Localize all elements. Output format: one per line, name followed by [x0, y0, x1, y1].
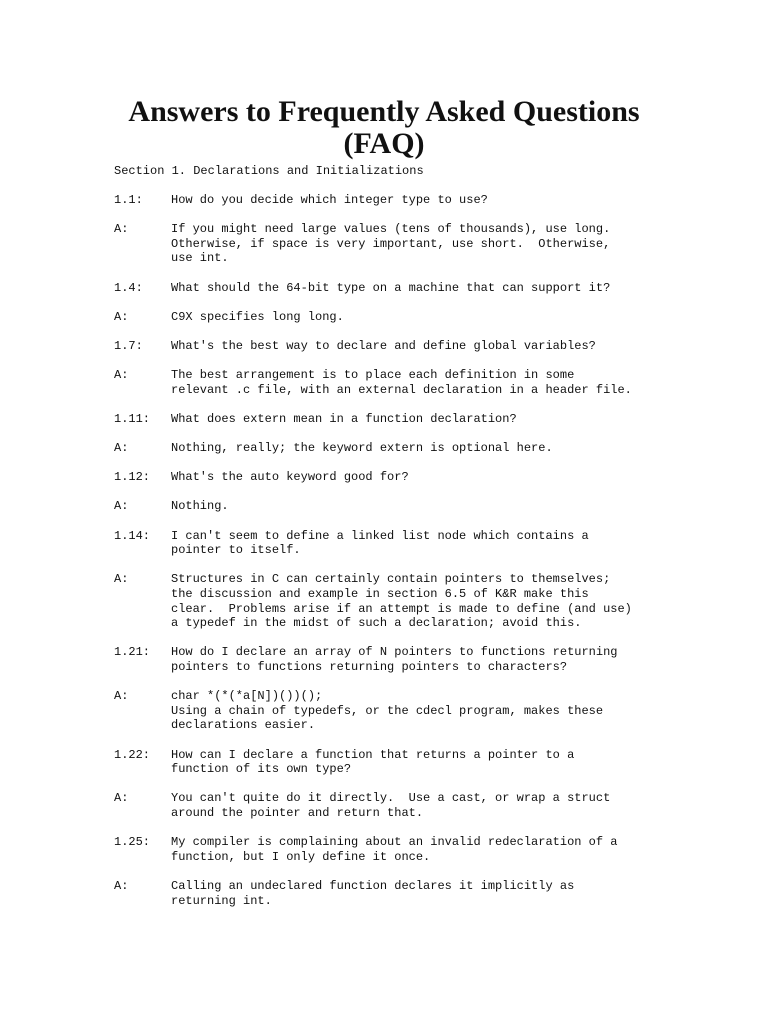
- question-number: 1.11:: [114, 411, 151, 426]
- question-text: What should the 64-bit type on a machine that can support it?: [171, 280, 611, 295]
- answer-label: A:: [114, 222, 129, 237]
- answer-text: Nothing, really; the keyword extern is optional here.: [171, 441, 553, 456]
- faq-question: [114, 645, 674, 674]
- faq-answer: [114, 441, 674, 456]
- question-number: 1.7:: [114, 338, 143, 353]
- question-text: What's the auto keyword good for?: [171, 470, 409, 485]
- question-text: I can't seem to define a linked list node which contains a pointer to itself.: [171, 528, 589, 558]
- question-text: What's the best way to declare and define global variables?: [171, 338, 596, 353]
- answer-label: A:: [114, 572, 129, 587]
- faq-answer: [114, 689, 674, 733]
- title-line-2: (FAQ): [343, 127, 425, 160]
- answer-label: A:: [114, 689, 129, 704]
- answer-text: char *(*(*a[N])())(); Using a chain of typedefs, or the cdecl program, makes these declarations easier.: [171, 689, 604, 733]
- faq-question: [114, 193, 674, 208]
- faq-answer: [114, 572, 674, 630]
- answer-text: Nothing.: [171, 499, 229, 514]
- question-text: How do you decide which integer type to use?: [171, 193, 488, 207]
- question-number: 1.25:: [114, 835, 151, 850]
- question-text: How can I declare a function that returns a pointer to a function of its own type?: [171, 747, 575, 777]
- answer-text: Calling an undeclared function declares it implicitly as returning int.: [171, 878, 575, 908]
- answer-text: Structures in C can certainly contain pointers to themselves; the discussion and example in section 6.5 of K&R make this clear. Problems arise if an attempt is made to define (and use) a typedef in the midst of such a declaration; avoid this.: [171, 572, 632, 631]
- faq-question: [114, 748, 674, 777]
- faq-question: [114, 339, 674, 354]
- question-text: My compiler is complaining about an invalid redeclaration of a function, but I only define it once.: [171, 835, 618, 864]
- answer-label: A:: [114, 309, 129, 324]
- answer-text: The best arrangement is to place each definition in some relevant .c file, with an external declaration in a header file.: [171, 368, 632, 397]
- faq-answer: [114, 499, 674, 514]
- answer-text: You can't quite do it directly. Use a cast, or wrap a struct around the pointer and return that.: [171, 791, 611, 820]
- answer-label: A:: [114, 791, 129, 806]
- question-number: 1.12:: [114, 470, 151, 485]
- question-number: 1.22:: [114, 747, 151, 762]
- faq-answer: [114, 310, 674, 325]
- answer-text: If you might need large values (tens of thousands), use long. Otherwise, if space is very important, use short. Otherwise, use int.: [171, 222, 611, 266]
- faq-answer: [114, 222, 674, 266]
- question-number: 1.14:: [114, 528, 151, 543]
- faq-answer: [114, 879, 674, 908]
- question-number: 1.1:: [114, 193, 143, 207]
- faq-question: [114, 835, 674, 864]
- faq-entry-list: [114, 193, 674, 923]
- question-number: 1.21:: [114, 645, 151, 660]
- answer-label: A:: [114, 499, 129, 514]
- faq-question: [114, 412, 674, 427]
- page-title: [0, 96, 768, 160]
- question-text: How do I declare an array of N pointers to functions returning pointers to functions returning pointers to characters?: [171, 645, 618, 674]
- faq-answer: [114, 791, 674, 820]
- faq-question: [114, 281, 674, 296]
- title-line-1: Answers to Frequently Asked Questions: [128, 95, 640, 128]
- faq-question: [114, 529, 674, 558]
- question-text: What does extern mean in a function declaration?: [171, 411, 517, 426]
- answer-label: A:: [114, 368, 129, 383]
- section-heading: Section 1. Declarations and Initializations: [114, 164, 424, 178]
- answer-text: C9X specifies long long.: [171, 309, 344, 324]
- faq-question: [114, 470, 674, 485]
- faq-answer: [114, 368, 674, 397]
- answer-label: A:: [114, 441, 129, 456]
- question-number: 1.4:: [114, 280, 143, 295]
- answer-label: A:: [114, 878, 129, 893]
